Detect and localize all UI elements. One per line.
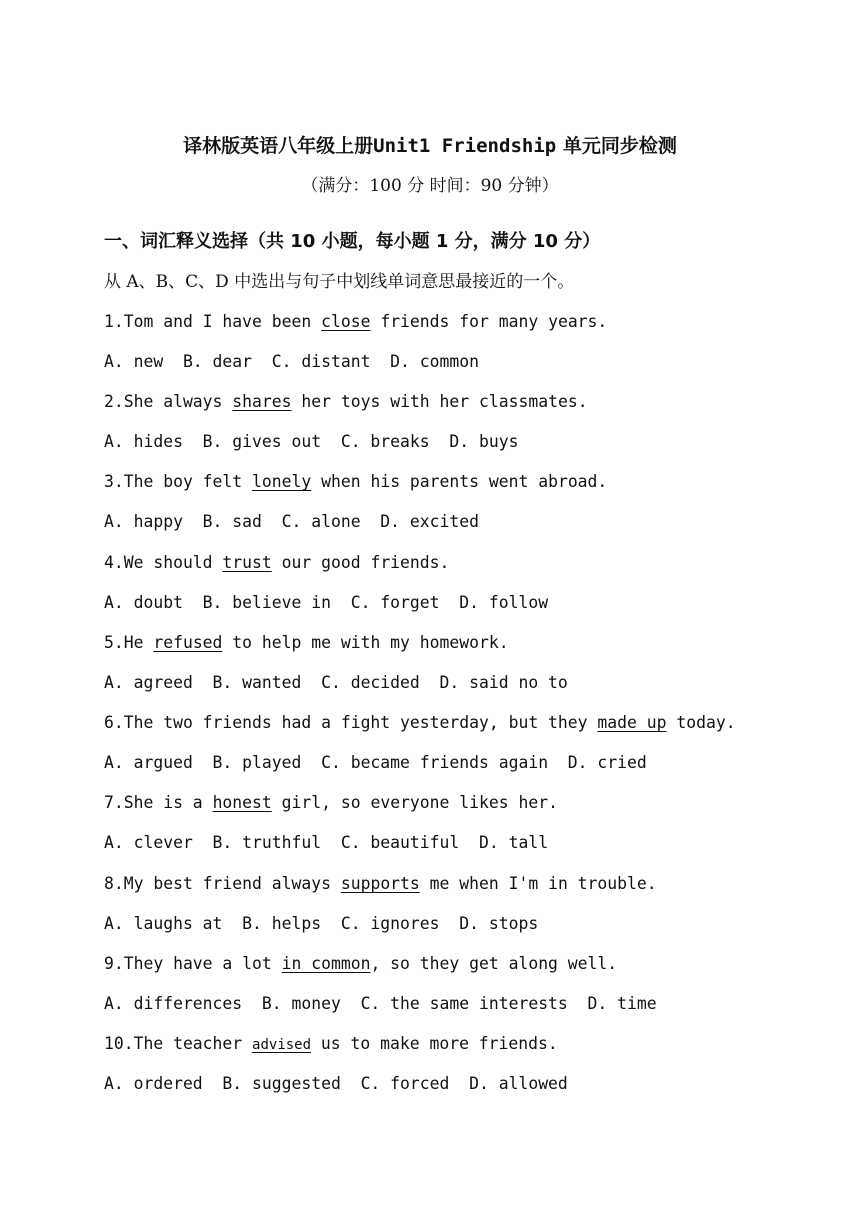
question-text-after: when his parents went abroad. — [311, 472, 608, 491]
question-4 — [104, 551, 449, 575]
options-10: A. ordered B. suggested C. forced D. allowed — [104, 1074, 568, 1093]
question-text-after: girl, so everyone likes her. — [271, 793, 558, 812]
section-heading: 一、词汇释义选择（共 10 小题，每小题 1 分，满分 10 分） — [104, 231, 601, 252]
question-7 — [104, 791, 558, 815]
options-2: A. hides B. gives out C. breaks D. buys — [104, 432, 519, 451]
question-9 — [104, 952, 617, 976]
title-cn-prefix: 译林版英语八年级上册 — [183, 135, 374, 157]
question-text-after: our good friends. — [271, 553, 450, 572]
question-text-before: 7.She is a — [104, 793, 213, 812]
question-8 — [104, 872, 657, 896]
options-6: A. argued B. played C. became friends again D. cried — [104, 753, 647, 772]
options-7: A. clever B. truthful C. beautiful D. tall — [104, 833, 549, 852]
question-text-before: 3.The boy felt — [104, 472, 253, 491]
question-2 — [104, 390, 588, 414]
options-4: A. doubt B. believe in C. forget D. follow — [104, 593, 549, 612]
document-title — [0, 133, 860, 159]
question-text-after: , so they get along well. — [370, 954, 618, 973]
question-text-before: 1.Tom and I have been — [104, 312, 322, 331]
question-1 — [104, 310, 607, 334]
options-5: A. agreed B. wanted C. decided D. said no to — [104, 673, 568, 692]
question-10 — [104, 1032, 558, 1057]
underlined-word: close — [321, 312, 371, 331]
question-text-after: to help me with my homework. — [222, 633, 509, 652]
question-text-after: friends for many years. — [370, 312, 608, 331]
question-text-after: her toys with her classmates. — [291, 392, 588, 411]
underlined-word: shares — [232, 392, 292, 411]
underlined-word: trust — [222, 553, 272, 572]
title-cn-suffix: 单元同步检测 — [556, 135, 677, 157]
question-text-after: today. — [666, 713, 736, 732]
underlined-word: honest — [212, 793, 272, 812]
title-english: Unit1 Friendship — [373, 135, 557, 157]
section-instruction: 从 A、B、C、D 中选出与句子中划线单词意思最接近的一个。 — [104, 272, 575, 292]
question-text-before: 10.The teacher — [104, 1034, 253, 1053]
question-3 — [104, 470, 607, 494]
question-text-after: us to make more friends. — [311, 1034, 558, 1053]
options-1: A. new B. dear C. distant D. common — [104, 352, 479, 371]
question-text-before: 8.My best friend always — [104, 874, 341, 893]
underlined-word: supports — [340, 874, 420, 893]
question-text-before: 6.The two friends had a fight yesterday, but they — [104, 713, 598, 732]
options-8: A. laughs at B. helps C. ignores D. stops — [104, 914, 539, 933]
score-time-subtitle: （满分：100 分 时间：90 分钟） — [301, 176, 559, 196]
underlined-word: advised — [252, 1037, 312, 1053]
question-text-before: 5.He — [104, 633, 154, 652]
question-text-before: 4.We should — [104, 553, 223, 572]
underlined-word: refused — [153, 633, 223, 652]
question-5 — [104, 631, 509, 655]
underlined-word: in common — [281, 954, 371, 973]
underlined-word: lonely — [252, 472, 312, 491]
question-text-after: me when I'm in trouble. — [419, 874, 657, 893]
underlined-word: made up — [597, 713, 667, 732]
question-text-before: 2.She always — [104, 392, 233, 411]
options-9: A. differences B. money C. the same interests D. time — [104, 994, 657, 1013]
options-3: A. happy B. sad C. alone D. excited — [104, 512, 479, 531]
question-6 — [104, 711, 736, 735]
question-text-before: 9.They have a lot — [104, 954, 282, 973]
